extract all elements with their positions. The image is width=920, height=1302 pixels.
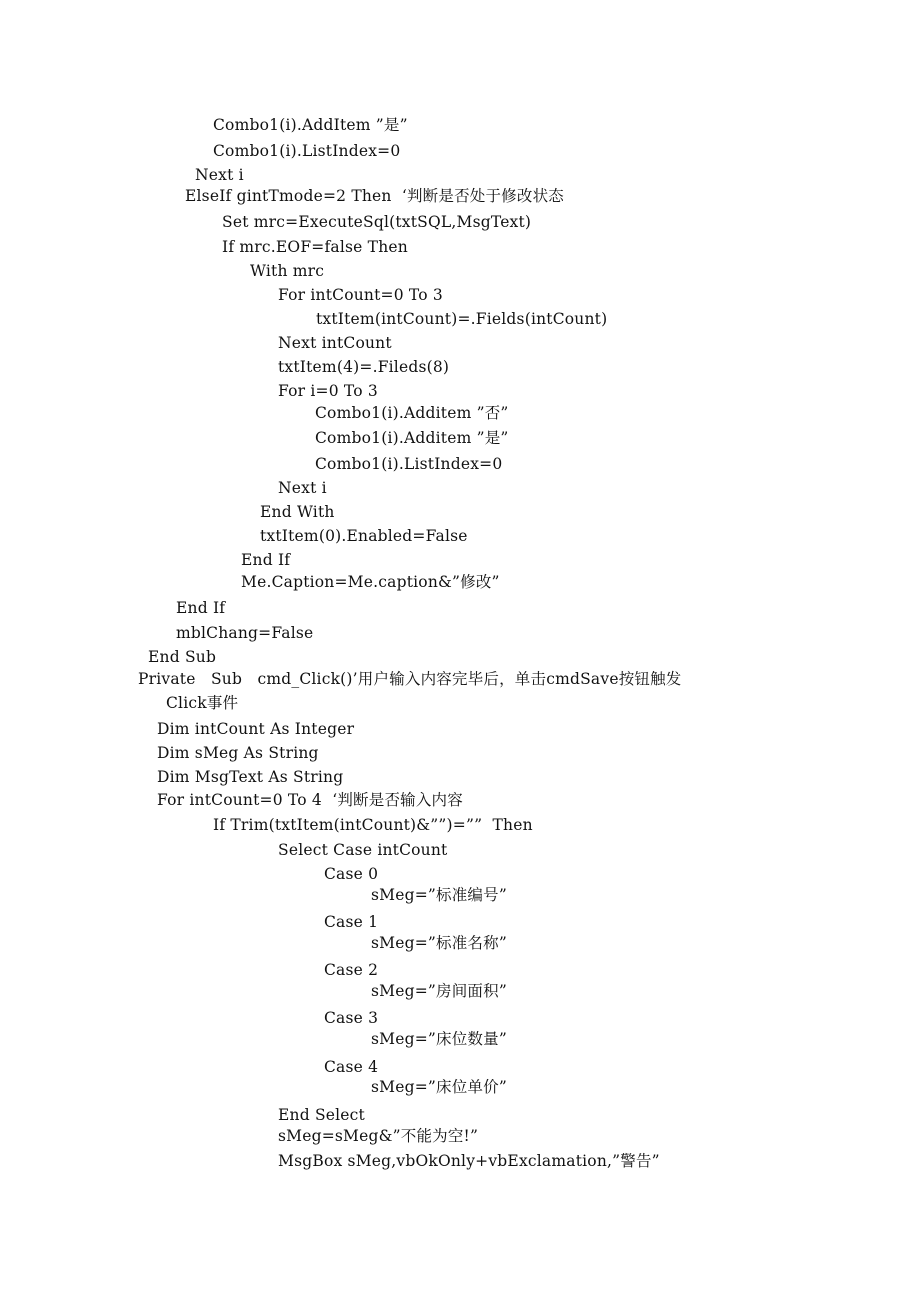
code-line: Case 3 <box>324 1009 379 1027</box>
code-line: Case 1 <box>324 913 379 931</box>
code-line: End Select <box>278 1106 365 1124</box>
code-line: sMeg=”床位单价” <box>371 1078 507 1096</box>
code-line: Next intCount <box>278 334 392 352</box>
code-line: Next i <box>278 479 327 497</box>
code-line: Combo1(i).Additem ”否” <box>315 404 509 422</box>
code-line: Combo1(i).ListIndex=0 <box>315 455 503 473</box>
code-line: End If <box>176 599 226 617</box>
code-line: Next i <box>195 166 244 184</box>
code-line: sMeg=”房间面积” <box>371 982 507 1000</box>
code-line: sMeg=sMeg&”不能为空!” <box>278 1127 479 1145</box>
code-line: txtItem(4)=.Fileds(8) <box>278 358 450 376</box>
code-line: sMeg=”标准名称” <box>371 934 507 952</box>
code-line: Case 0 <box>324 865 379 883</box>
code-line: MsgBox sMeg,vbOkOnly+vbExclamation,”警告” <box>278 1152 660 1170</box>
code-line: With mrc <box>250 262 325 280</box>
code-line: Combo1(i).Additem ”是” <box>315 429 509 447</box>
code-line: Set mrc=ExecuteSql(txtSQL,MsgText) <box>222 213 532 231</box>
code-line: For intCount=0 To 4 ‘判断是否输入内容 <box>157 791 463 809</box>
code-line: End With <box>260 503 335 521</box>
code-line: Combo1(i).ListIndex=0 <box>213 142 401 160</box>
code-line: Case 4 <box>324 1058 379 1076</box>
code-line: Dim intCount As Integer <box>157 720 355 738</box>
code-line: Case 2 <box>324 961 379 979</box>
code-line: Me.Caption=Me.caption&”修改” <box>241 573 500 591</box>
code-line: txtItem(intCount)=.Fields(intCount) <box>316 310 608 328</box>
code-line: Select Case intCount <box>278 841 448 859</box>
code-line: Dim MsgText As String <box>157 768 344 786</box>
code-line: If mrc.EOF=false Then <box>222 238 408 256</box>
code-line: txtItem(0).Enabled=False <box>260 527 468 545</box>
code-line: Combo1(i).AddItem ”是” <box>213 116 408 134</box>
code-line: mblChang=False <box>176 624 314 642</box>
code-line: For intCount=0 To 3 <box>278 286 443 304</box>
code-line: sMeg=”标准编号” <box>371 886 507 904</box>
code-line: End Sub <box>148 648 217 666</box>
code-line: If Trim(txtItem(intCount)&””)=”” Then <box>213 816 533 834</box>
code-line: sMeg=”床位数量” <box>371 1030 507 1048</box>
code-line: For i=0 To 3 <box>278 382 378 400</box>
code-line: Dim sMeg As String <box>157 744 319 762</box>
code-line: End If <box>241 551 291 569</box>
code-line: ElseIf gintTmode=2 Then ‘判断是否处于修改状态 <box>185 187 564 205</box>
code-line: Click事件 <box>166 694 239 712</box>
code-line: Private Sub cmd_Click()’用户输入内容完毕后，单击cmdSave按钮触发 <box>138 670 682 688</box>
